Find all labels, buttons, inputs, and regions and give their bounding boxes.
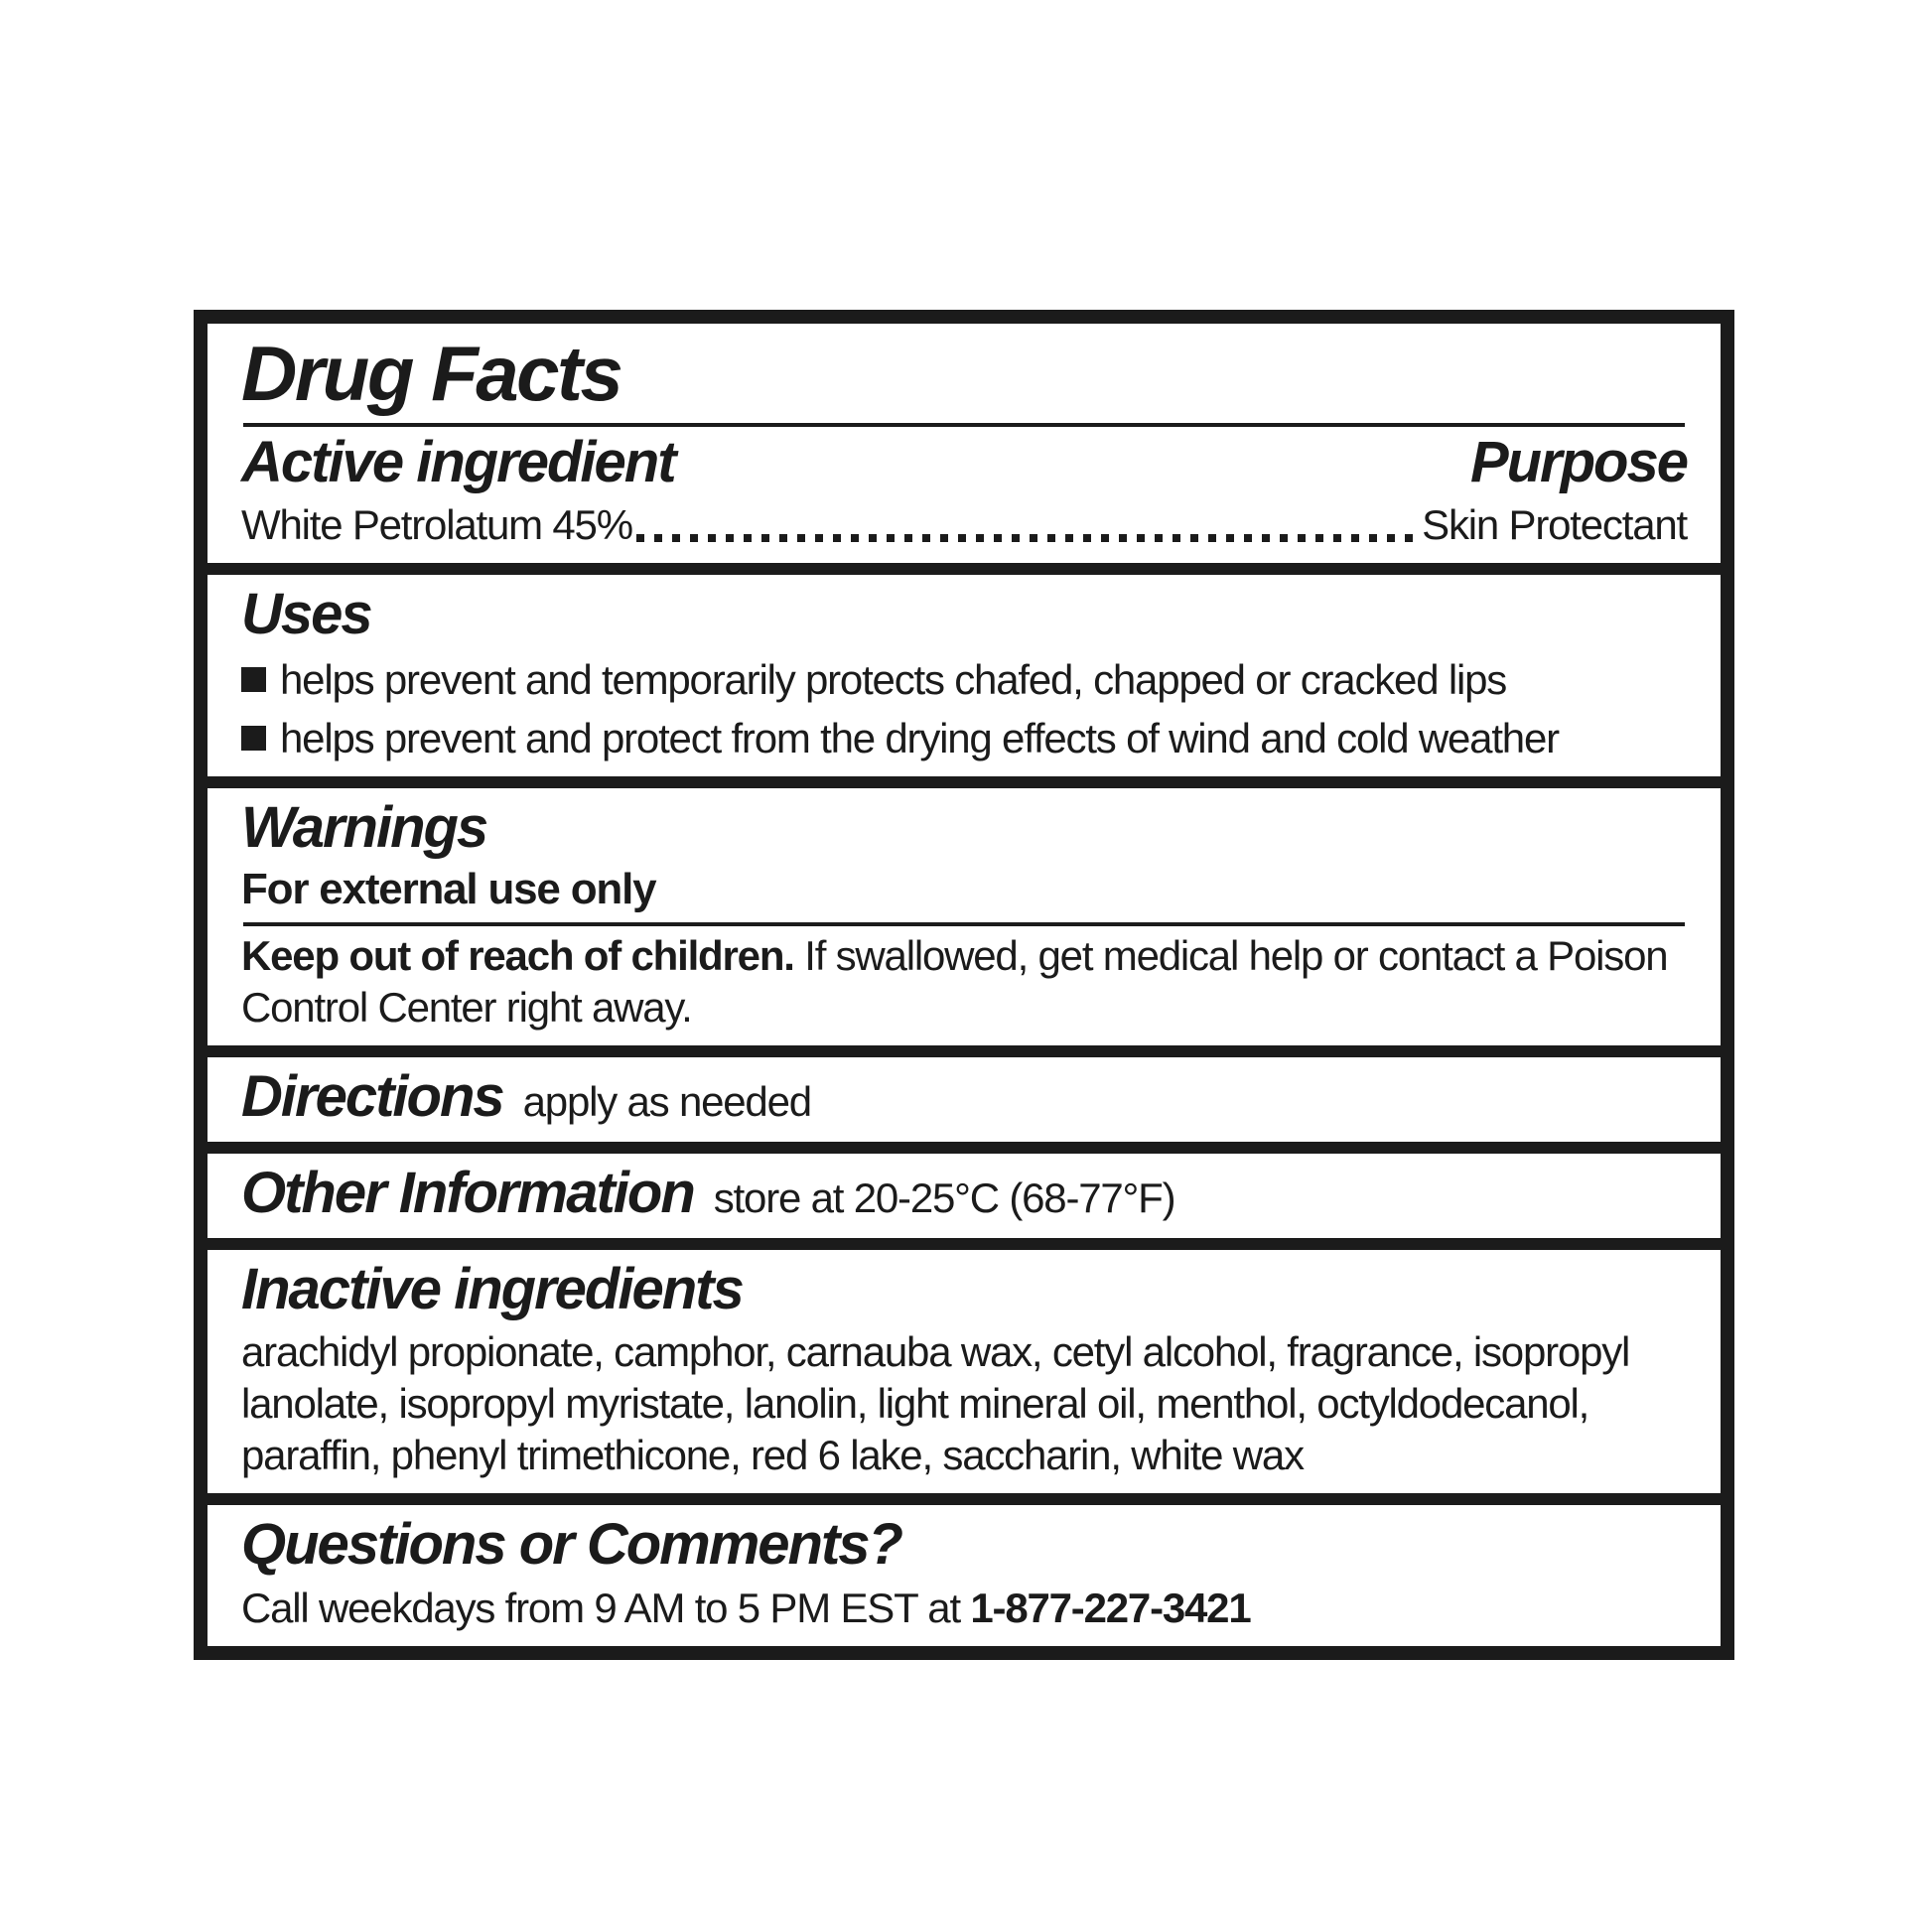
purpose-value: Skin Protectant	[1422, 500, 1687, 548]
use-item-text: helps prevent and temporarily protects chafed, chapped or cracked lips	[280, 655, 1507, 703]
drug-facts-label	[194, 310, 1734, 1660]
directions-heading: Directions	[241, 1063, 503, 1129]
keep-out-bold: Keep out of reach of children.	[241, 931, 794, 979]
phone-number: 1-877-227-3421	[970, 1585, 1251, 1632]
section-other-information	[207, 1154, 1721, 1238]
active-purpose-heading-row	[241, 431, 1687, 495]
inactive-ingredients-text: arachidyl propionate, camphor, carnauba wax, cetyl alcohol, fragrance, isopropyl lanolate, isopropyl myristate, lanolin, light mineral oil, menthol, octyldodecanol, paraffin, phenyl trimethicone, red 6 lake, saccharin, white wax	[241, 1327, 1630, 1478]
keep-out-of-reach-text	[241, 930, 1687, 1034]
active-ingredient-row	[241, 499, 1687, 551]
section-divider	[207, 563, 1721, 575]
section-uses	[207, 575, 1721, 776]
questions-call-line	[241, 1583, 1687, 1634]
use-item-text: helps prevent and protect from the drying effects of wind and cold weather	[280, 714, 1559, 761]
thin-divider	[243, 922, 1685, 926]
keep-out-rest: If swallowed, get medical help or contact a Poison Control Center right away.	[241, 931, 1668, 1031]
use-item	[241, 654, 1687, 706]
purpose-heading: Purpose	[1469, 429, 1687, 494]
section-divider	[207, 1493, 1721, 1505]
section-warnings	[207, 788, 1721, 1045]
call-prefix: Call weekdays from 9 AM to 5 PM EST at	[241, 1585, 971, 1632]
directions-text: apply as needed	[522, 1077, 811, 1125]
section-divider	[207, 1045, 1721, 1057]
other-information-text: store at 20-25°C (68-77°F)	[713, 1173, 1175, 1221]
section-divider	[207, 1238, 1721, 1250]
section-divider	[207, 776, 1721, 788]
other-information-row	[241, 1162, 1687, 1226]
drug-facts-title: Drug Facts	[241, 330, 621, 417]
bullet-square-icon	[241, 726, 266, 751]
external-use-text: For external use only	[241, 864, 656, 913]
section-divider	[207, 1142, 1721, 1154]
questions-heading: Questions or Comments?	[241, 1511, 901, 1577]
thin-divider	[243, 423, 1685, 427]
section-questions	[207, 1505, 1721, 1647]
warnings-heading: Warnings	[241, 794, 487, 860]
active-ingredient-heading: Active ingredient	[241, 429, 675, 494]
section-title-active	[207, 324, 1721, 563]
active-ingredient-name: White Petrolatum 45%	[241, 500, 632, 548]
uses-heading: Uses	[241, 581, 371, 646]
dotted-leader	[636, 534, 1418, 542]
bullet-square-icon	[241, 667, 266, 692]
section-inactive-ingredients	[207, 1250, 1721, 1493]
section-directions	[207, 1057, 1721, 1142]
use-item	[241, 713, 1687, 764]
other-information-heading: Other Information	[241, 1160, 694, 1225]
directions-row	[241, 1065, 1687, 1130]
inactive-ingredients-heading: Inactive ingredients	[241, 1256, 743, 1321]
